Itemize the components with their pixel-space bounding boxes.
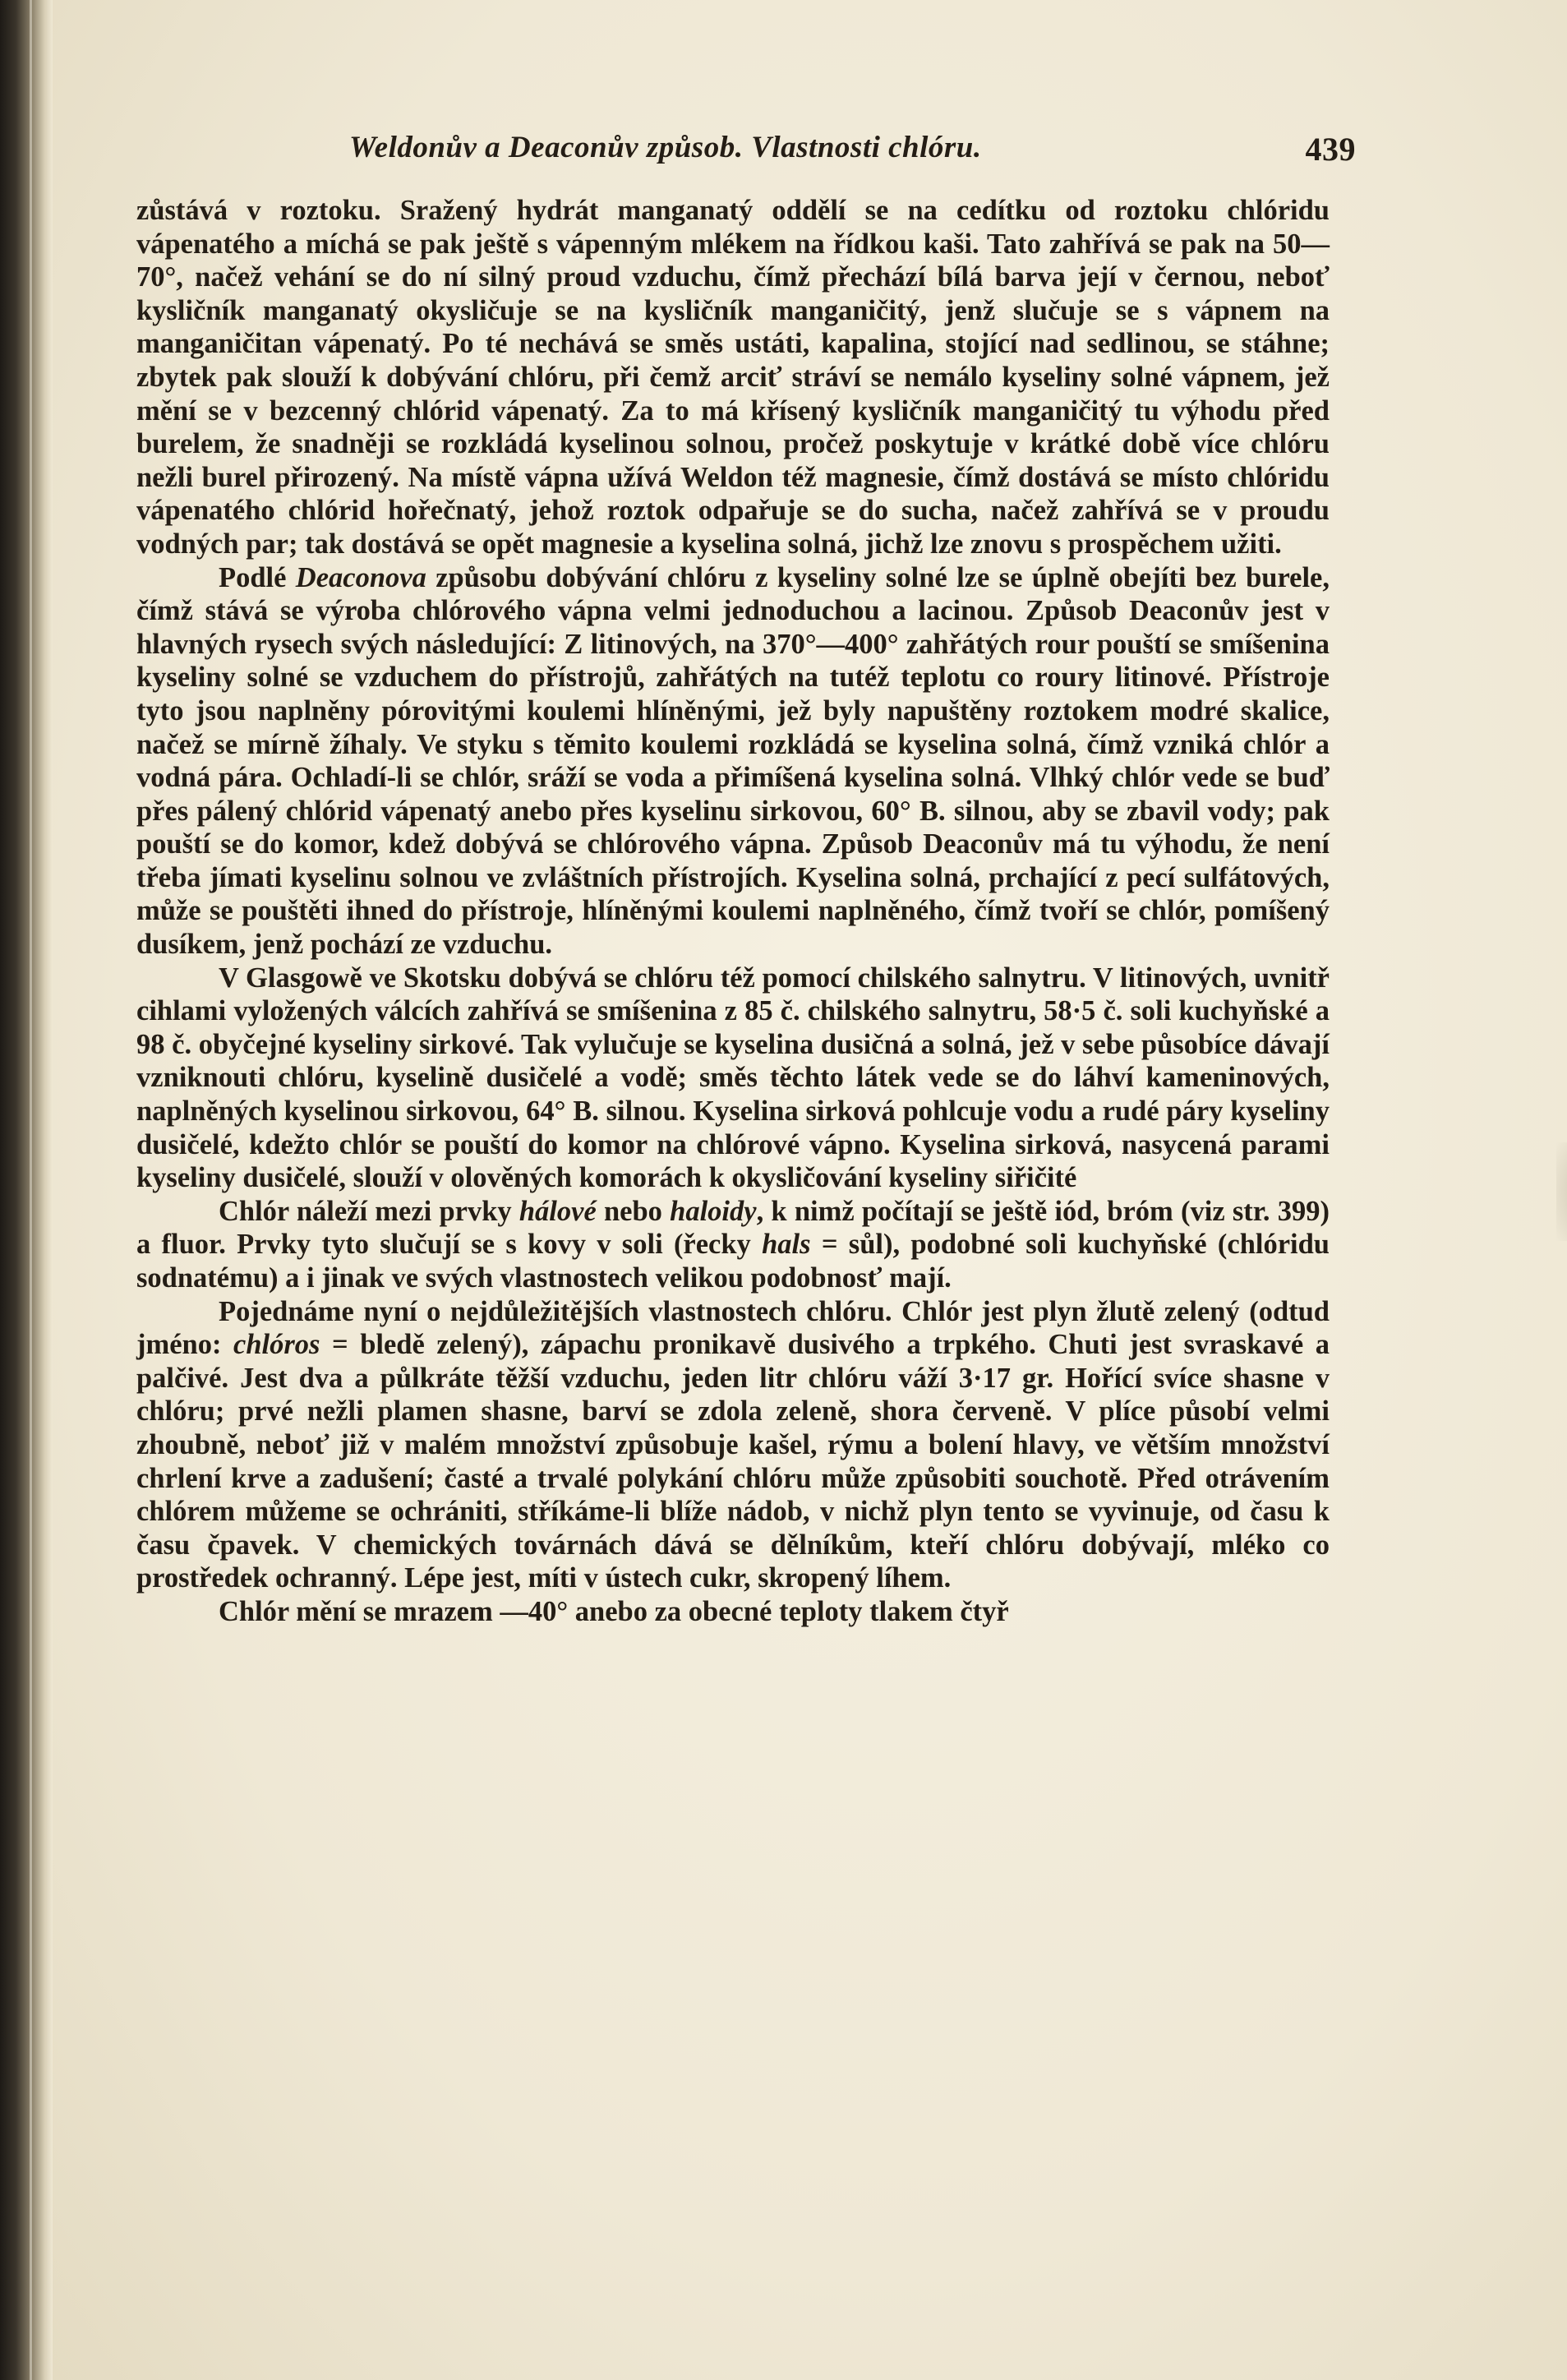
body-text [136,194,1330,1629]
paper-stain [1556,1142,1567,1241]
italic-term: hals [762,1229,811,1261]
paragraph [136,1595,1330,1629]
book-spine-shadow [0,0,53,2380]
paragraph-text: , k nimž počítají se ještě iód, bróm (viz str. 399) a fluor. Prvky tyto slučují se s kovy v soli (řecky [136,1195,1330,1261]
paragraph-text: zůstává v roztoku. Sražený hydrát manganatý oddělí se na cedítku od roztoku chlóridu vápenatého a míchá se pak ještě s vápenným mlékem na řídkou kaši. Tato zahřívá se pak na 50—70°, načež vehání se do ní silný proud vzduchu, čímž přechází bílá barva její v černou, neboť kysličník manganatý okysličuje se na kysličník manganičitý, jenž slučuje se s vápnem na manganičitan vápenatý. Po té nechává se směs ustáti, kapalina, stojící nad sedlinou, se stáhne; zbytek pak slouží k dobývání chlóru, při čemž arciť stráví se nemálo kyseliny solné vápnem, jež mění se v bezcenný chlórid vápenatý. Za to má křísený kysličník manganičitý tu výhodu před burelem, že snadněji se rozkládá kyselinou solnou, pročež poskytuje v krátké době více chlóru nežli burel přirozený. Na místě vápna užívá Weldon též magnesie, čímž dostává se místo chlóridu vápenatého chlórid hořečnatý, jehož roztok odpařuje se do sucha, načež zahřívá se v proudu vodných par; tak dostává se opět magnesie a kyselina solná, jichž lze znovu s prospěchem užiti. [136,195,1330,560]
paragraph-text: Pojednáme nyní o nejdůležitějších vlastnostech chlóru. Chlór jest plyn žlutě zelený (odtud jméno: [136,1295,1330,1361]
paragraph [136,561,1330,962]
italic-term: hálové [518,1195,597,1227]
paragraph-text: = sůl), podobné soli kuchyňské (chlóridu sodnatému) a i jinak ve svých vlastnostech velikou podobnosť mají. [136,1229,1330,1294]
paragraph-text: Podlé [219,561,296,593]
italic-term: Deaconova [295,561,426,593]
italic-term: haloidy [670,1195,757,1227]
page-number: 439 [1305,131,1356,168]
paragraph [136,194,1330,561]
paragraph [136,1295,1330,1595]
paragraph-text: způsobu dobývání chlóru z kyseliny solné lze se úplně obejíti bez burele, čímž stává se výroba chlórového vápna velmi jednoduchou a lacinou. Způsob Deaconův jest v hlavných rysech svých následující: Z litinových, na 370°—400° zahřátých rour pouští se smíšenina kyseliny solné se vzduchem do přístrojů, zahřátých na tutéž teplotu co roury litinové. Přístroje tyto jsou naplněny pórovitými koulemi hlíněnými, jež byly napuštěny roztokem modré skalice, načež se mírně žíhaly. Ve styku s těmito koulemi rozkládá se kyselina solná, čímž vzniká chlór a vodná pára. Ochladí-li se chlór, sráží se voda a přimíšená kyselina solná. Vlhký chlór vede se buď přes pálený chlórid vápenatý anebo přes kyselinu sirkovou, 60° B. silnou, aby se zbavil vody; pak pouští se do komor, kdež dobývá se chlórového vápna. Způsob Deaconův má tu výhodu, že není třeba jímati kyselinu solnou ve zvláštních přístrojích. Kyselina solná, prchající z pecí sulfátových, může se pouštěti ihned do přístroje, hlíněnými koulemi naplněného, čímž tvoří se chlór, pomíšený dusíkem, jenž pochází ze vzduchu. [136,561,1330,961]
paragraph [136,962,1330,1195]
page-header [349,130,1356,176]
paragraph-text: Chlór náleží mezi prvky [219,1195,519,1227]
running-title: Weldonův a Deaconův způsob. Vlastnosti chlóru. [349,131,982,164]
paragraph-text: Chlór mění se mrazem —40° anebo za obecné teploty tlakem čtyř [219,1595,1009,1627]
paragraph-text: = bledě zelený), zápachu pronikavě dusivého a trpkého. Chuti jest svraskavé a palčivé. Jest dva a půlkráte těžší vzduchu, jeden litr chlóru váží 3·17 gr. Hořící svíce shasne v chlóru; prvé nežli plamen shasne, barví se zdola zeleně, shora červeně. V plíce působí velmi zhoubně, neboť již v malém množství způsobuje kašel, rýmu a bolení hlavy, ve větším množství chrlení krve a zadušení; časté a trvalé polykání chlóru může způsobiti souchotě. Před otrávením chlórem můžeme se ochrániti, stříkáme-li blíže nádob, v nichž plyn tento se vyvinuje, od času k času čpavek. V chemických továrnách dává se dělníkům, kteří chlóru dobývají, mléko co prostředek ochranný. Lépe jest, míti v ústech cukr, skropený líhem. [136,1329,1330,1594]
paragraph-text: nebo [596,1195,671,1227]
paragraph [136,1195,1330,1295]
italic-term: chlóros [233,1329,320,1361]
paragraph-text: V Glasgowě ve Skotsku dobývá se chlóru též pomocí chilského salnytru. V litinových, uvnitř cihlami vyložených válcích zahřívá se smíšenina z 85 č. chilského salnytru, 58·5 č. soli kuchyňské a 98 č. obyčejné kyseliny sirkové. Tak vylučuje se kyselina dusičná a solná, jež v sebe působíce dávají vzniknouti chlóru, kyselině dusičelé a vodě; směs těchto látek vede se do láhví kameninových, naplněných kyselinou sirkovou, 64° B. silnou. Kyselina sirková pohlcuje vodu a rudé páry kyseliny dusičelé, kdežto chlór se pouští do komor na chlórové vápno. Kyselina sirková, nasycená parami kyseliny dusičelé, slouží v olověných komorách k okysličování kyseliny siřičité [136,962,1330,1194]
